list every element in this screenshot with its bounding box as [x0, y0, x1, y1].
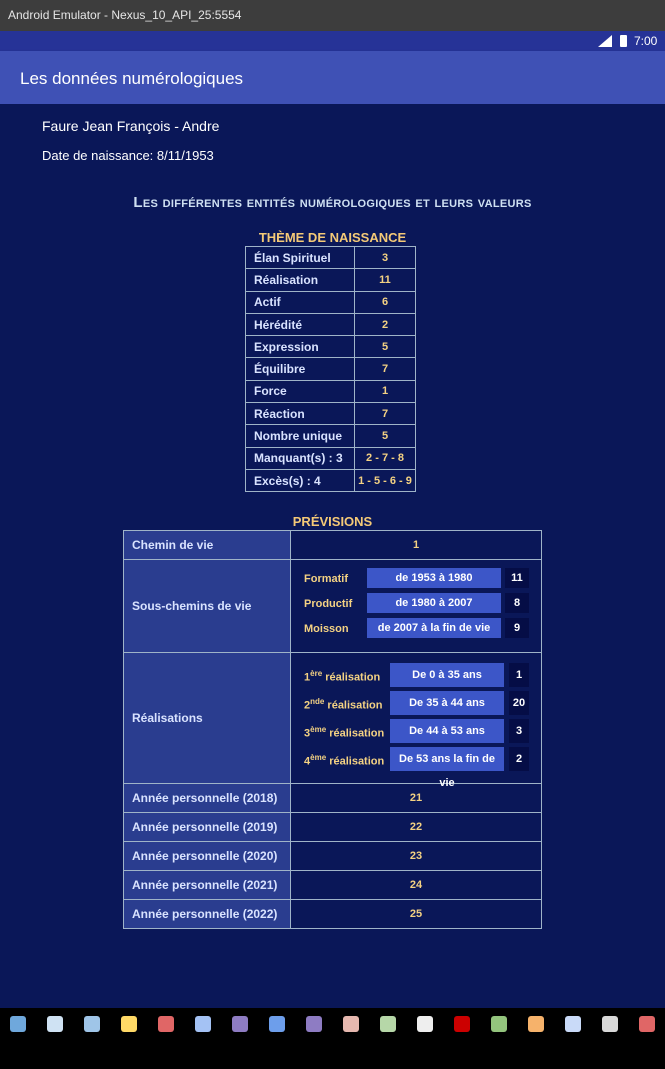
book-icon[interactable] [639, 1016, 655, 1032]
chart-icon[interactable] [528, 1016, 544, 1032]
theme-label: Réalisation [246, 269, 355, 291]
globe-icon[interactable] [10, 1016, 26, 1032]
theme-row [246, 336, 416, 358]
theme-label: Excès(s) : 4 [246, 469, 355, 491]
app-bar [0, 51, 665, 104]
recorder-icon[interactable] [47, 1016, 63, 1032]
realisation-value: 20 [509, 691, 529, 715]
visual-studio-2-icon[interactable] [306, 1016, 322, 1032]
annee-value: 23 [291, 842, 542, 871]
annee-value: 22 [291, 813, 542, 842]
theme-row [246, 447, 416, 469]
theme-label: Réaction [246, 403, 355, 425]
chemin-row [124, 531, 542, 560]
realisation-name: 1ère réalisation [304, 669, 381, 684]
theme-label: Hérédité [246, 313, 355, 335]
theme-table [245, 246, 416, 492]
realisation-range: De 35 à 44 ans [390, 691, 504, 715]
realisations-row [124, 653, 542, 784]
filezilla-icon[interactable] [454, 1016, 470, 1032]
sous-chemin-value: 11 [505, 568, 529, 588]
copy-icon[interactable] [269, 1016, 285, 1032]
battery-icon [620, 35, 627, 47]
theme-label: Équilibre [246, 358, 355, 380]
windows-taskbar [0, 1008, 665, 1069]
annee-row [124, 813, 542, 842]
theme-label: Nombre unique [246, 425, 355, 447]
window-titlebar [0, 0, 665, 31]
realisations-cell [291, 653, 542, 789]
theme-row [246, 247, 416, 269]
sous-chemin-name: Moisson [304, 623, 349, 635]
infinity-icon[interactable] [195, 1016, 211, 1032]
sous-chemin-range: de 1980 à 2007 [367, 593, 501, 613]
realisation-range: De 0 à 35 ans [390, 663, 504, 687]
theme-value: 1 [355, 380, 416, 402]
realisation-value: 3 [509, 719, 529, 743]
theme-value: 2 - 7 - 8 [355, 447, 416, 469]
theme-row [246, 313, 416, 335]
annee-value: 24 [291, 871, 542, 900]
theme-value: 6 [355, 291, 416, 313]
realisation-range: De 44 à 53 ans [390, 719, 504, 743]
notes-icon[interactable] [121, 1016, 137, 1032]
theme-label: Manquant(s) : 3 [246, 447, 355, 469]
sous-chemin-value: 8 [505, 593, 529, 613]
hub-icon[interactable] [491, 1016, 507, 1032]
window-title: Android Emulator - Nexus_10_API_25:5554 [8, 8, 242, 22]
status-time: 7:00 [634, 34, 658, 48]
chemin-value: 1 [291, 531, 542, 560]
realisations-label: Réalisations [124, 653, 291, 784]
realisation-name: 4ème réalisation [304, 753, 385, 768]
sous-chemins-cell [291, 560, 542, 653]
theme-value: 7 [355, 403, 416, 425]
game-icon[interactable] [380, 1016, 396, 1032]
android-status-bar [0, 31, 665, 51]
sous-chemins-label: Sous-chemins de vie [124, 560, 291, 653]
annee-value: 21 [291, 784, 542, 813]
realisation-range: De 53 ans la fin de vie [390, 747, 504, 771]
realisation-value: 1 [509, 663, 529, 687]
person-name: Faure Jean François - Andre [42, 118, 220, 134]
annee-row [124, 842, 542, 871]
theme-row [246, 469, 416, 491]
visual-studio-icon[interactable] [232, 1016, 248, 1032]
annee-label: Année personnelle (2020) [124, 842, 291, 871]
theme-row [246, 269, 416, 291]
theme-label: Actif [246, 291, 355, 313]
sous-chemin-value: 9 [505, 618, 529, 638]
sous-chemin-name: Productif [304, 598, 353, 610]
annee-label: Année personnelle (2018) [124, 784, 291, 813]
theme-value: 5 [355, 336, 416, 358]
sous-chemins-row [124, 560, 542, 653]
theme-value: 5 [355, 425, 416, 447]
theme-title: THÈME DE NAISSANCE [258, 230, 407, 245]
calculator-icon[interactable] [417, 1016, 433, 1032]
realisation-value: 2 [509, 747, 529, 771]
chemin-label: Chemin de vie [124, 531, 291, 560]
theme-row [246, 403, 416, 425]
notepad-icon[interactable] [84, 1016, 100, 1032]
theme-value: 2 [355, 313, 416, 335]
previsions-table [123, 530, 542, 929]
annee-value: 25 [291, 900, 542, 929]
theme-row [246, 425, 416, 447]
sous-chemin-range: de 1953 à 1980 [367, 568, 501, 588]
theme-value: 7 [355, 358, 416, 380]
sous-chemin-name: Formatif [304, 573, 348, 585]
annee-row [124, 900, 542, 929]
app-title: Les données numérologiques [20, 69, 244, 88]
sous-chemin-range: de 2007 à la fin de vie [367, 618, 501, 638]
theme-label: Expression [246, 336, 355, 358]
annee-label: Année personnelle (2019) [124, 813, 291, 842]
theme-row [246, 291, 416, 313]
theme-value: 11 [355, 269, 416, 291]
realisation-name: 2nde réalisation [304, 697, 383, 712]
main-content [0, 104, 665, 1008]
palette-icon[interactable] [343, 1016, 359, 1032]
document-icon[interactable] [565, 1016, 581, 1032]
previsions-title: PRÉVISIONS [292, 514, 373, 529]
annee-row [124, 871, 542, 900]
theme-row [246, 358, 416, 380]
theme-label: Élan Spirituel [246, 247, 355, 269]
theme-value: 3 [355, 247, 416, 269]
brush-icon[interactable] [602, 1016, 618, 1032]
birth-date: Date de naissance: 8/11/1953 [42, 148, 214, 163]
signal-icon [598, 35, 612, 47]
theme-label: Force [246, 380, 355, 402]
theme-row [246, 380, 416, 402]
annee-label: Année personnelle (2021) [124, 871, 291, 900]
section-heading: Les différentes entités numérologiques et leurs valeurs [133, 194, 532, 211]
annee-label: Année personnelle (2022) [124, 900, 291, 929]
paint-icon[interactable] [158, 1016, 174, 1032]
annee-row [124, 784, 542, 813]
realisation-name: 3ème réalisation [304, 725, 385, 740]
theme-value: 1 - 5 - 6 - 9 [355, 469, 416, 491]
